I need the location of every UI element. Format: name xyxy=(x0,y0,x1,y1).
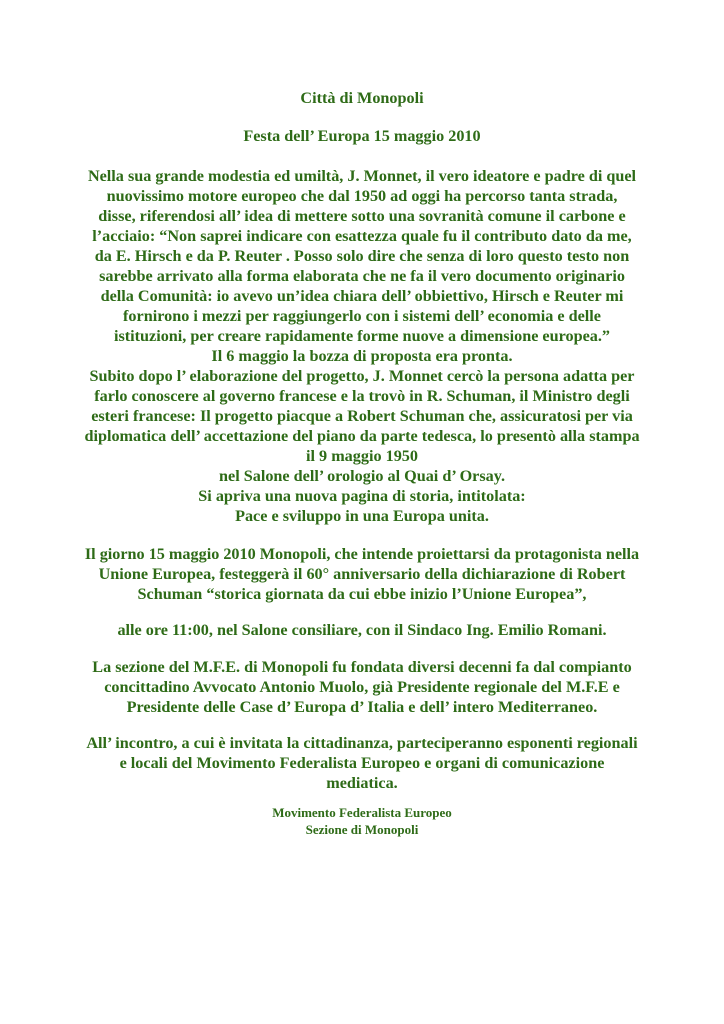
city-title: Città di Monopoli xyxy=(300,89,424,107)
history-line: disse, riferendosi all’ idea di mettere sotto una sovranità comune il carbone e xyxy=(98,207,626,225)
history-line: farlo conoscere al governo francese e la trovò in R. Schuman, il Ministro degli xyxy=(94,387,630,405)
history-line: istituzioni, per creare rapidamente forme nuove a dimensione europea.” xyxy=(113,327,611,345)
section-history-line: Presidente delle Case d’ Europa d’ Italia e dell’ intero Mediterraneo. xyxy=(126,698,598,716)
section-history-line: La sezione del M.F.E. di Monopoli fu fondata diversi decenni fa dal compianto xyxy=(92,658,632,676)
invitation-line: e locali del Movimento Federalista Europeo e organi di comunicazione xyxy=(119,754,605,772)
announcement-line: Schuman “storica giornata da cui ebbe inizio l’Unione Europea”, xyxy=(137,585,587,603)
history-line: da E. Hirsch e da P. Reuter . Posso solo dire che senza di loro questo testo non xyxy=(94,247,630,265)
invitation-line: mediatica. xyxy=(326,774,398,792)
history-line: esteri francese: Il progetto piacque a Robert Schuman che, assicuratosi per via xyxy=(91,407,633,425)
history-line: il 9 maggio 1950 xyxy=(306,447,418,465)
section-history-line: concittadino Avvocato Antonio Muolo, già Presidente regionale del M.F.E e xyxy=(104,678,620,696)
history-line: Nella sua grande modestia ed umiltà, J. Monnet, il vero ideatore e padre di quel xyxy=(87,167,637,185)
announcement-line: Il giorno 15 maggio 2010 Monopoli, che intende proiettarsi da protagonista nella xyxy=(84,545,640,563)
announcement-line: Unione Europea, festeggerà il 60° anniversario della dichiarazione di Robert xyxy=(98,565,626,583)
history-line: diplomatica dell’ accettazione del piano da parte tedesca, lo presentò alla stampa xyxy=(84,427,640,445)
signature-section: Sezione di Monopoli xyxy=(305,822,419,837)
history-line: nel Salone dell’ orologio al Quai d’ Orsay. xyxy=(219,467,505,485)
history-line: Si apriva una nuova pagina di storia, intitolata: xyxy=(198,487,526,505)
history-line: fornirono i mezzi per raggiungerlo con i sistemi dell’ economia e delle xyxy=(123,307,601,325)
history-line: l’acciaio: “Non saprei indicare con esattezza quale fu il contributo dato da me, xyxy=(92,227,632,245)
time-place-line: alle ore 11:00, nel Salone consiliare, con il Sindaco Ing. Emilio Romani. xyxy=(117,621,607,639)
history-line: Il 6 maggio la bozza di proposta era pronta. xyxy=(211,347,513,365)
history-line: della Comunità: io avevo un’idea chiara dell’ obbiettivo, Hirsch e Reuter mi xyxy=(100,287,624,305)
history-line: Pace e sviluppo in una Europa unita. xyxy=(235,507,489,525)
history-line: nuovissimo motore europeo che dal 1950 ad oggi ha percorso tanta strada, xyxy=(106,187,618,205)
signature-organization: Movimento Federalista Europeo xyxy=(272,805,452,820)
invitation-line: All’ incontro, a cui è invitata la cittadinanza, parteciperanno esponenti regionali xyxy=(86,734,638,752)
history-line: Subito dopo l’ elaborazione del progetto, J. Monnet cercò la persona adatta per xyxy=(89,367,635,385)
event-title: Festa dell’ Europa 15 maggio 2010 xyxy=(243,127,481,145)
history-line: sarebbe arrivato alla forma elaborata che ne fa il vero documento originario xyxy=(99,267,625,285)
